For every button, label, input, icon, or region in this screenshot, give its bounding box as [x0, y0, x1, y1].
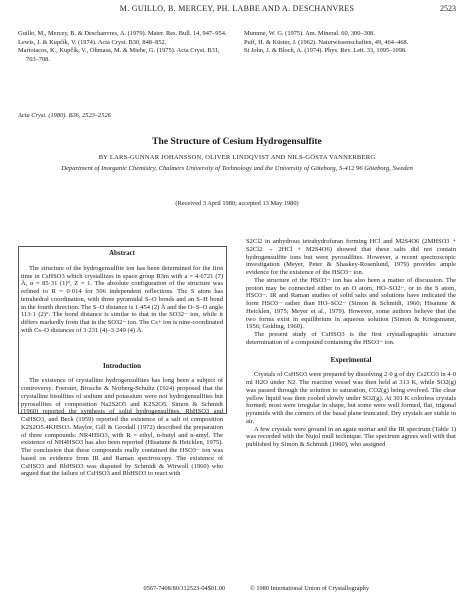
running-header: [18, 4, 456, 16]
paragraph: The structure of the HSO3− ion has also been a matter of discussion. The proton may be connected either to an O atom, HO–SO2−, or to the S atom, HSO3−. IR and Raman studies of solid salts and solutions have indicated the form HSO3− rather than HO–SO2− (Simon & Schmidt, 1960; Hisatune & Heicklen, 1975; Meyer et al., 1979). However, some authors believe that the two forms exist in equilibrium in aqueous solution (Simon & Kriegsmann, 1956; Golding, 1960).: [246, 276, 456, 331]
journal-citation: Acta Cryst. (1980). B36, 2523–2526: [18, 112, 111, 119]
introduction-text: The existence of crystalline hydrogensulfites has long been a subject of controversy. Foerster, Brosche & Norberg-Schultz (1924) proposed that the crystalline bisulfites of sodium and potassium were not hydrogensulfites but pyrosulfites of composition Na2S2O5 and K2S2O5. Simon & Schmidt (1960) reported the synthesis of solid hydrogensulfites, RbHSO3 and CsHSO3, and Beck (1959) reported the existence of a salt of composition K2S2O5.4KHSO3. Maylor, Gill & Goodall (1972) described the preparation of three compounds: NR4HSO3, with R = ethyl, n-butyl and n-amyl. The existence of NH4HSO3 has also been reported (Hisatune & Heicklen, 1975). The conclusion that these compounds really contained the HSO3− ion was based on evidence from IR and Raman spectroscopy. The existence of CsHSO3 and RbHSO3 was disputed by Schmidt & Wirwoll (1960) who argued that the failure of CsHSO3 and RbHSO3 to react with: [21, 377, 223, 478]
running-head: M. GUILLO, B. MERCEY, PH. LABBE AND A. DESCHANVRES: [119, 4, 355, 13]
article-affiliation: Department of Inorganic Chemistry, Chalmers University of Technology and the University of Göteborg, S-412 96 Göteborg, Sweden: [61, 165, 413, 172]
abstract-heading: Abstract: [108, 249, 136, 257]
paragraph: The present study of CsHSO3 is the first crystallographic structure determination of a compound containing the HSO3− ion.: [246, 331, 456, 346]
article-title: The Structure of Cesium Hydrogensulfite: [152, 136, 322, 147]
reference-item: Mumme, W. G. (1975). Am. Mineral. 60, 300–308.: [244, 30, 375, 37]
price-code: 0567-7408/80/112523-04$01.00: [143, 585, 225, 592]
paragraph: Crystals of CsHSO3 were prepared by dissolving 2·0 g of dry Cs2CO3 in 4·0 ml H2O under N2. The reaction vessel was then held at 313 K, while SO2(g) was passed through the solution to saturation, CO2(g) being evolved. The clear yellow liquid was then cooled slowly under SO2(g). At 301 K colorless crystals formed; most were irregular in shape, but some were well formed, flat, trigonal pyramids with the corners of the basal plane truncated. Dry crystals are stable in air.: [246, 371, 456, 425]
abstract-text: The structure of the hydrogensulfite ion has been determined for the first time in CsHSO3 which crystallizes in space group R3m with a = 4·6721 (7) Å, α = 85·31 (1)°, Z = 1. The absolute configuration of the structure was refined to R = 0·014 for 506 independent reflections. The S atom has tetrahedral coordination, with three pyramidal S–O bonds and an S–H bond in the fourth direction. The S–O distance is 1·454 (2) Å and the O–S–O angle 113·1 (2)°. The bond distance is similar to that in the SO32− ion, while it differs markedly from that in the SO32− ion. The Cs+ ion is nine-coordinated with Cs–O distances of 3·231 (4)–3·249 (4) Å.: [21, 264, 223, 334]
left-column: [21, 250, 223, 478]
reference-item: Guillo, M., Mercey, B. & Deschanvres, A. (1979). Mater. Res. Bull. 14, 947–954.: [18, 30, 227, 37]
introduction-heading: Introduction: [103, 361, 141, 370]
page-number: 2523: [440, 4, 456, 13]
copyright-line: © 1980 International Union of Crystallography: [250, 585, 369, 592]
article-authors: BY LARS-GUNNAR JOHANSSON, OLIVER LINDQVIST AND NILS-GÖSTA VANNERBERG: [98, 154, 376, 161]
right-column: [246, 238, 456, 449]
received-dates: (Received 3 April 1980; accepted 13 May 1980): [175, 200, 299, 207]
reference-item: Puff, H. & Küster, J. (1962). Naturwissenschaften, 49, 464–468.: [244, 38, 409, 46]
reference-item: St John, J. & Bloch, A. (1974). Phys. Rev. Lett. 33, 1095–1098.: [244, 47, 407, 55]
experimental-heading: Experimental: [330, 355, 372, 364]
paragraph: S2Cl2 in anhydrous tetrahydrofuran forming HCl and M2S4O6 (2MHSO3 + S2Cl2 → 2HCl + M2S4O6) showed that these salts did not contain hydrogensulfite ions but were pyrosulfites. However, a recent spectroscopic investigation (Meyer, Peter & Shaskey-Rosenlund, 1979) provides ample evidence for the existence of the HSO3− ion.: [246, 238, 456, 276]
paragraph: A few crystals were ground in an agate mortar and the IR spectrum (Table 1) was recorded with the Nujol mull technique. The spectrum agrees well with that published by Simon & Schmidt (1960), who assigned: [246, 425, 456, 448]
references-left: [18, 30, 233, 64]
reference-item: Marioiacos, K., Kupčík, V., Ohmasa, M. & Miehe, G. (1975). Acta Cryst. B31, 703–708.: [18, 47, 220, 63]
references-right: [244, 30, 459, 56]
reference-item: Lewis, J. & Kupčík, V. (1974). Acta Cryst. B30, 848–852.: [18, 38, 167, 46]
